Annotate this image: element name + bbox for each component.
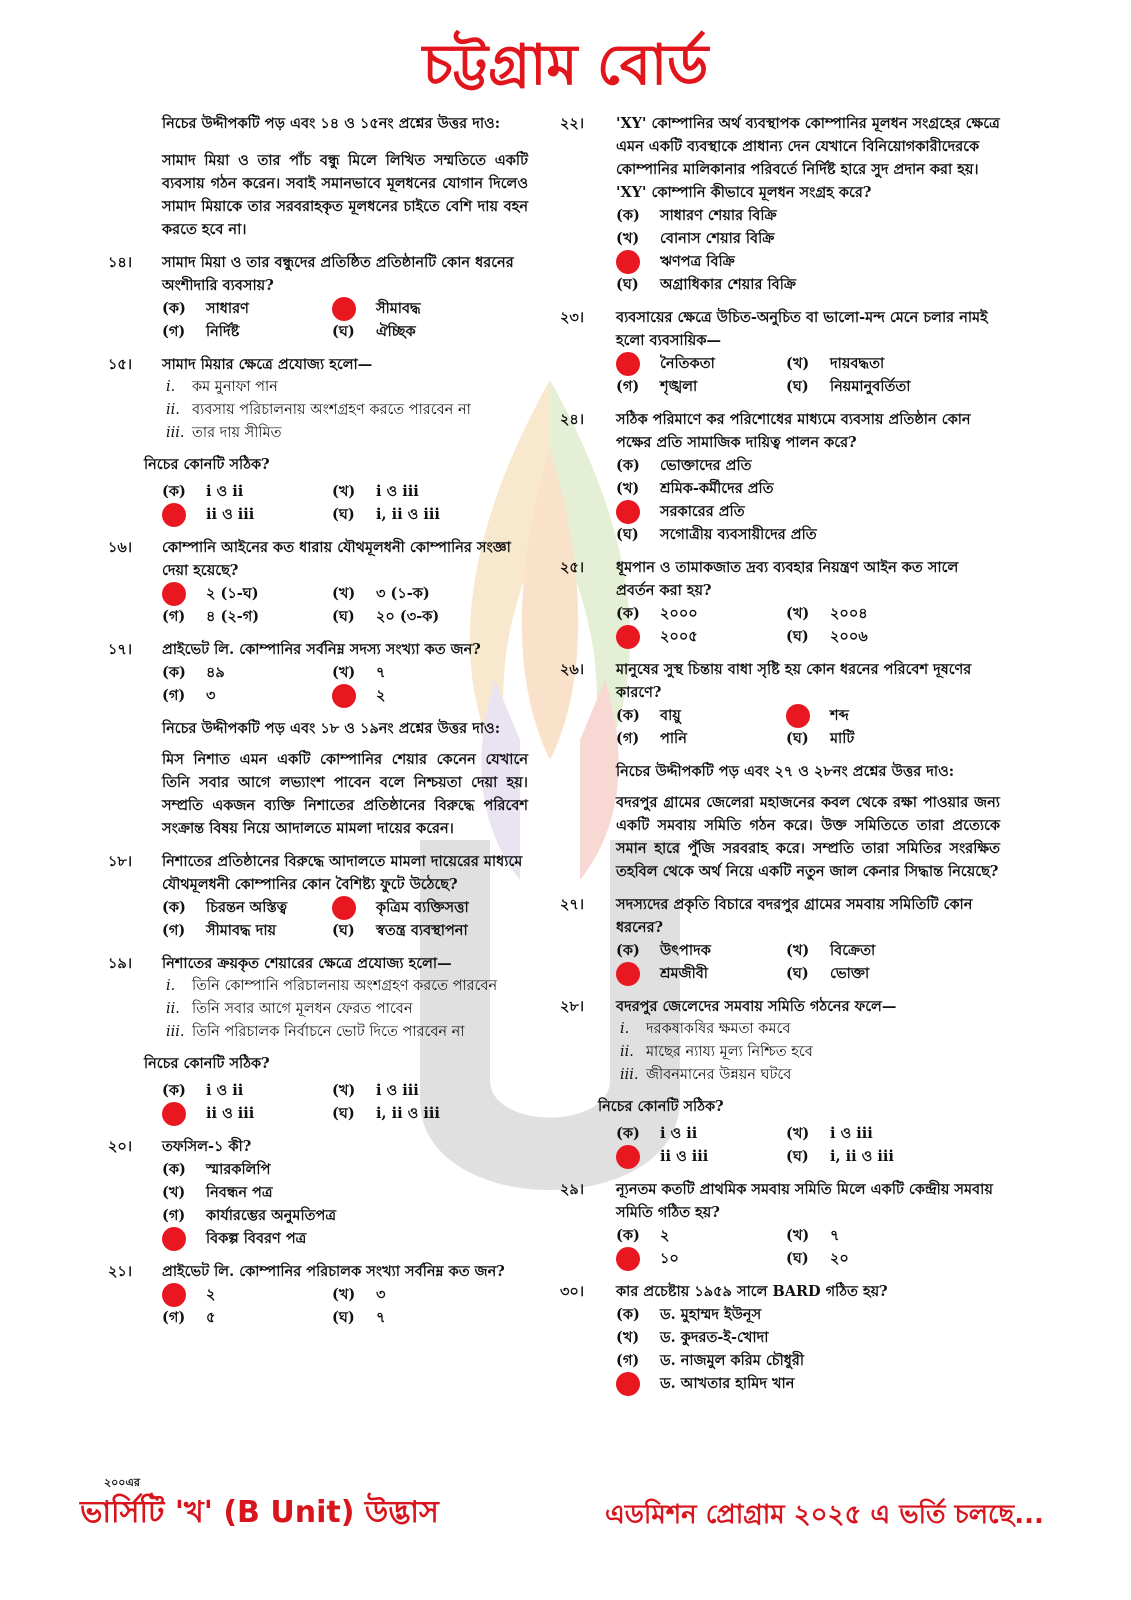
statement: iii. জীবনমানের উন্নয়ন ঘটবে (620, 1067, 792, 1083)
answer-mark-icon (616, 625, 640, 649)
option-correct: ii ও iii (162, 1102, 332, 1125)
answer-mark-icon (162, 1102, 186, 1126)
option: (গ) শৃঙ্খলা (616, 378, 698, 395)
which-correct-prompt: নিচের কোনটি সঠিক? (598, 1098, 724, 1115)
option: (ক) ২ (616, 1227, 670, 1244)
option: (ক) স্মারকলিপি (162, 1161, 271, 1178)
option: (ক) ড. মুহাম্মদ ইউনূস (616, 1306, 762, 1323)
option: (গ) কার্যারম্ভের অনুমতিপত্র (162, 1207, 336, 1224)
question-number: ১৫। (108, 356, 133, 373)
question-text: সঠিক পরিমাণে কর পরিশোধের মাধ্যমে ব্যবসায় প্রতিষ্ঠান কোন পক্ষের প্রতি সামাজিক দায়িত্ব পালন করে? (616, 411, 971, 451)
page-title: চট্টগ্রাম বোর্ড (422, 33, 709, 98)
question-number: ২৫। (560, 559, 585, 576)
which-correct-prompt: নিচের কোনটি সঠিক? (144, 1055, 270, 1072)
option: (খ) ৩ (১-ক) (332, 585, 430, 602)
question-text: কোম্পানি আইনের কত ধারায় যৌথমূলধনী কোম্পানির সংজ্ঞা দেয়া হয়েছে? (162, 539, 511, 579)
question-number: ১৪। (108, 254, 133, 271)
answer-mark-icon (162, 582, 186, 606)
footer-brand: ভার্সিটি 'খ' (B Unit) উদ্ভাস (80, 1495, 439, 1530)
option-correct: ২ (১-ঘ) (162, 582, 332, 605)
option-correct: সীমাবদ্ধ (332, 297, 528, 320)
question-23 (560, 306, 1000, 398)
option: (ঘ) i, ii ও iii (786, 1148, 894, 1165)
option: (খ) ৭ (332, 664, 386, 681)
answer-mark-icon (616, 962, 640, 986)
option: (ক) উৎপাদক (616, 942, 711, 959)
option: (খ) ৩ (332, 1286, 386, 1303)
option: (খ) নিবন্ধন পত্র (162, 1184, 273, 1201)
option-correct: বিকল্প বিবরণ পত্র (162, 1227, 528, 1250)
option: (ঘ) ২০ (786, 1250, 849, 1267)
statement: ii. মাছের ন্যায্য মূল্য নিশ্চিত হবে (620, 1044, 813, 1060)
option: (ক) বায়ু (616, 707, 681, 724)
question-text: তফসিল-১ কী? (162, 1138, 252, 1155)
option: (খ) i ও iii (332, 483, 419, 500)
option-correct: ড. আখতার হামিদ খান (616, 1372, 1000, 1395)
option: (ক) সাধারণ শেয়ার বিক্রি (616, 207, 777, 224)
answer-mark-icon (616, 250, 640, 274)
option: (ঘ) নিয়মানুবর্তিতা (786, 378, 911, 395)
right-column (560, 112, 1000, 1405)
question-29 (560, 1178, 1000, 1270)
question-text: নিশাতের প্রতিষ্ঠানের বিরুদ্ধে আদালতে মামলা দায়েরের মাধ্যমে যৌথমূলধনী কোম্পানির কোন বৈশিষ্ট্য ফুটে উঠেছে? (162, 853, 523, 893)
question-text: নিশাতের ক্রয়কৃত শেয়ারের ক্ষেত্রে প্রযোজ্য হলো— (162, 955, 452, 972)
answer-mark-icon (162, 503, 186, 527)
question-text: 'XY' কোম্পানির অর্থ ব্যবস্থাপক কোম্পানির মূলধন সংগ্রহের ক্ষেত্রে এমন একটি ব্যবস্থাকে প্রাধান্য দেন যেখানে বিনিয়োগকারীদেরকে কোম্পানির মালিকানার পরিবর্তে নির্দিষ্ট হারে সুদ প্রদান করা হয়। 'XY' কোম্পানি কীভাবে মূলধন সংগ্রহ করে? (616, 115, 1000, 201)
question-22 (560, 112, 1000, 296)
question-number: ২৪। (560, 411, 585, 428)
question-text: ব্যবসায়ের ক্ষেত্রে উচিত-অনুচিত বা ভালো-মন্দ মেনে চলার নামই হলো ব্যবসায়িক— (616, 309, 988, 349)
option: (গ) নির্দিষ্ট (162, 323, 240, 340)
question-number: ২০। (108, 1138, 133, 1155)
option-correct: নৈতিকতা (616, 352, 786, 375)
option: (গ) সীমাবদ্ধ দায় (162, 922, 277, 939)
option: (ক) ৪৯ (162, 664, 225, 681)
option: (ঘ) i, ii ও iii (332, 1105, 440, 1122)
option: (ঘ) ২০০৬ (786, 628, 868, 645)
option-correct: শ্রমজীবী (616, 962, 786, 985)
option: (খ) ২০০৪ (786, 605, 868, 622)
option: (ঘ) i, ii ও iii (332, 506, 440, 523)
question-28 (560, 995, 1000, 1168)
option: (ক) ২০০০ (616, 605, 698, 622)
option: (ঘ) ২০ (৩-ক) (332, 608, 440, 625)
question-text: প্রাইভেট লি. কোম্পানির সর্বনিম্ন সদস্য সংখ্যা কত জন? (162, 641, 481, 658)
question-number: ২৯। (560, 1181, 585, 1198)
option: (ঘ) স্বতন্ত্র ব্যবস্থাপনা (332, 922, 468, 939)
question-21 (108, 1260, 528, 1329)
answer-mark-icon (332, 684, 356, 708)
option: (ক) i ও ii (616, 1125, 698, 1142)
option-correct: ১০ (616, 1247, 786, 1270)
option: (ঘ) সগোত্রীয় ব্যবসায়ীদের প্রতি (616, 526, 817, 543)
option: (খ) দায়বদ্ধতা (786, 355, 885, 372)
option-correct: ঋণপত্র বিক্রি (616, 250, 1000, 273)
option: (ক) i ও ii (162, 1082, 244, 1099)
question-text: মানুষের সুস্থ চিন্তায় বাধা সৃষ্টি হয় কোন ধরনের পরিবেশ দূষণের কারণে? (616, 661, 972, 701)
option: (ঘ) মাটি (786, 730, 855, 747)
option-correct: ২ (332, 684, 528, 707)
question-16 (108, 536, 528, 628)
question-text: সামাদ মিয়া ও তার বন্ধুদের প্রতিষ্ঠিত প্রতিষ্ঠানটি কোন ধরনের অংশীদারি ব্যবসায়? (162, 254, 514, 294)
question-24 (560, 408, 1000, 546)
option: (খ) বোনাস শেয়ার বিক্রি (616, 230, 775, 247)
option: (ঘ) ভোক্তা (786, 965, 870, 982)
statement: iii. তার দায় সীমিত (166, 425, 282, 441)
question-number: ২১। (108, 1263, 133, 1280)
question-text: বদরপুর জেলেদের সমবায় সমিতি গঠনের ফলে— (616, 998, 897, 1015)
answer-mark-icon (616, 1372, 640, 1396)
left-column (108, 112, 528, 1339)
question-30 (560, 1280, 1000, 1395)
statement: ii. তিনি সবার আগে মূলধন ফেরত পাবেন (166, 1001, 413, 1017)
question-text: সদস্যদের প্রকৃতি বিচারে বদরপুর গ্রামের সমবায় সমিতিটি কোন ধরনের? (616, 896, 973, 936)
statement: i. দরকষাকষির ক্ষমতা কমবে (620, 1021, 791, 1037)
option: (ঘ) ঐচ্ছিক (332, 323, 416, 340)
answer-mark-icon (616, 1247, 640, 1271)
question-14 (108, 251, 528, 343)
question-text: সামাদ মিয়ার ক্ষেত্রে প্রযোজ্য হলো— (162, 356, 373, 373)
question-text: কার প্রচেষ্টায় ১৯৫৯ সালে BARD গঠিত হয়? (616, 1283, 888, 1300)
stimulus-passage: মিস নিশাত এমন একটি কোম্পানির শেয়ার কেনেন যেখানে তিনি সবার আগে লভ্যাংশ পাবেন বলে নিশ্চয়তা দেয়া হয়। সম্প্রতি একজন ব্যক্তি নিশাতের প্রতিষ্ঠানের বিরুদ্ধে পরিবেশ সংক্রান্ত বিষয় নিয়ে আদালতে মামলা দায়ের করেন। (162, 751, 528, 837)
statement: i. তিনি কোম্পানি পরিচালনায় অংশগ্রহণ করতে পারবেন (166, 978, 498, 994)
answer-mark-icon (332, 297, 356, 321)
question-15 (108, 353, 528, 526)
stimulus-instruction: নিচের উদ্দীপকটি পড় এবং ১৪ ও ১৫নং প্রশ্নের উত্তর দাও: (162, 115, 501, 132)
option-correct: ২ (162, 1283, 332, 1306)
answer-mark-icon (332, 896, 356, 920)
option: (খ) ৭ (786, 1227, 840, 1244)
option-correct: ২০০৫ (616, 625, 786, 648)
option: (গ) ড. নাজমুল করিম চৌধুরী (616, 1352, 804, 1369)
statement: iii. তিনি পরিচালক নির্বাচনে ভোট দিতে পারবেন না (166, 1024, 465, 1040)
option: (খ) ড. কুদরত-ই-খোদা (616, 1329, 769, 1346)
answer-mark-icon (786, 704, 810, 728)
stimulus-instruction: নিচের উদ্দীপকটি পড় এবং ১৮ ও ১৯নং প্রশ্নের উত্তর দাও: (162, 720, 501, 737)
answer-mark-icon (162, 1283, 186, 1307)
question-number: ২৬। (560, 661, 585, 678)
question-number: ১৬। (108, 539, 133, 556)
option: (খ) শ্রমিক-কর্মীদের প্রতি (616, 480, 774, 497)
question-27 (560, 893, 1000, 985)
answer-mark-icon (616, 1145, 640, 1169)
answer-mark-icon (616, 352, 640, 376)
footer-promo: এডমিশন প্রোগ্রাম ২০২৫ এ ভর্তি চলছে... (605, 1500, 1044, 1530)
option: (গ) ৩ (162, 687, 216, 704)
option: (ক) চিরন্তন অস্তিত্ব (162, 899, 288, 916)
answer-mark-icon (162, 1227, 186, 1251)
question-number: ১৯। (108, 955, 133, 972)
question-19 (108, 952, 528, 1125)
question-number: ২৮। (560, 998, 585, 1015)
option: (ক) সাধারণ (162, 300, 249, 317)
which-correct-prompt: নিচের কোনটি সঠিক? (144, 456, 270, 473)
question-text: ন্যূনতম কতটি প্রাথমিক সমবায় সমিতি মিলে একটি কেন্দ্রীয় সমবায় সমিতি গঠিত হয়? (616, 1181, 993, 1221)
question-text: প্রাইভেট লি. কোম্পানির পরিচালক সংখ্যা সর্বনিম্ন কত জন? (162, 1263, 505, 1280)
question-number: ২২। (560, 115, 585, 132)
question-18 (108, 850, 528, 942)
question-25 (560, 556, 1000, 648)
option: (ক) ভোক্তাদের প্রতি (616, 457, 752, 474)
option: (ক) i ও ii (162, 483, 244, 500)
question-number: ২৩। (560, 309, 585, 326)
option: (খ) বিক্রেতা (786, 942, 876, 959)
option-correct: ii ও iii (162, 503, 332, 526)
question-26 (560, 658, 1000, 750)
option-correct: সরকারের প্রতি (616, 500, 1000, 523)
option-correct: কৃত্রিম ব্যক্তিসত্তা (332, 896, 528, 919)
question-text: ধূমপান ও তামাকজাত দ্রব্য ব্যবহার নিয়ন্ত্রণ আইন কত সালে প্রবর্তন করা হয়? (616, 559, 959, 599)
page-note: ২০০এর (104, 1476, 140, 1489)
option: (খ) i ও iii (786, 1125, 873, 1142)
option: (ঘ) অগ্রাধিকার শেয়ার বিক্রি (616, 276, 796, 293)
question-20 (108, 1135, 528, 1250)
option: (খ) i ও iii (332, 1082, 419, 1099)
statement: ii. ব্যবসায় পরিচালনায় অংশগ্রহণ করতে পারবেন না (166, 402, 471, 418)
answer-mark-icon (616, 500, 640, 524)
question-number: ১৭। (108, 641, 133, 658)
option: (ঘ) ৭ (332, 1309, 386, 1326)
question-17 (108, 638, 528, 707)
statement: i. কম মুনাফা পান (166, 379, 278, 395)
option: (গ) ৪ (২-গ) (162, 608, 260, 625)
question-number: ২৭। (560, 896, 585, 913)
option: (গ) পানি (616, 730, 687, 747)
stimulus-instruction: নিচের উদ্দীপকটি পড় এবং ২৭ ও ২৮নং প্রশ্নের উত্তর দাও: (616, 763, 955, 780)
option-correct: শব্দ (786, 704, 1000, 727)
option-correct: ii ও iii (616, 1145, 786, 1168)
option: (গ) ৫ (162, 1309, 216, 1326)
question-number: ৩০। (560, 1283, 585, 1300)
stimulus-passage: বদরপুর গ্রামের জেলেরা মহাজনের কবল থেকে রক্ষা পাওয়ার জন্য একটি সমবায় সমিতি গঠন করে। উক্ত সমিতিতে তারা প্রত্যেকে সমান হারে পুঁজি সরবরাহ করে। সম্প্রতি তারা সমিতির সংরক্ষিত তহবিল থেকে অর্থ নিয়ে একটি নতুন জাল কেনার সিদ্ধান্ত নিয়েছে? (616, 794, 1000, 880)
question-number: ১৮। (108, 853, 133, 870)
stimulus-passage: সামাদ মিয়া ও তার পাঁচ বন্ধু মিলে লিখিত সম্মতিতে একটি ব্যবসায় গঠন করেন। সবাই সমানভাবে মূলধনের যোগান দিলেও সামাদ মিয়াকে তার সরবরাহকৃত মূলধনের চাইতে বেশি দায় বহন করতে হবে না। (162, 152, 528, 238)
